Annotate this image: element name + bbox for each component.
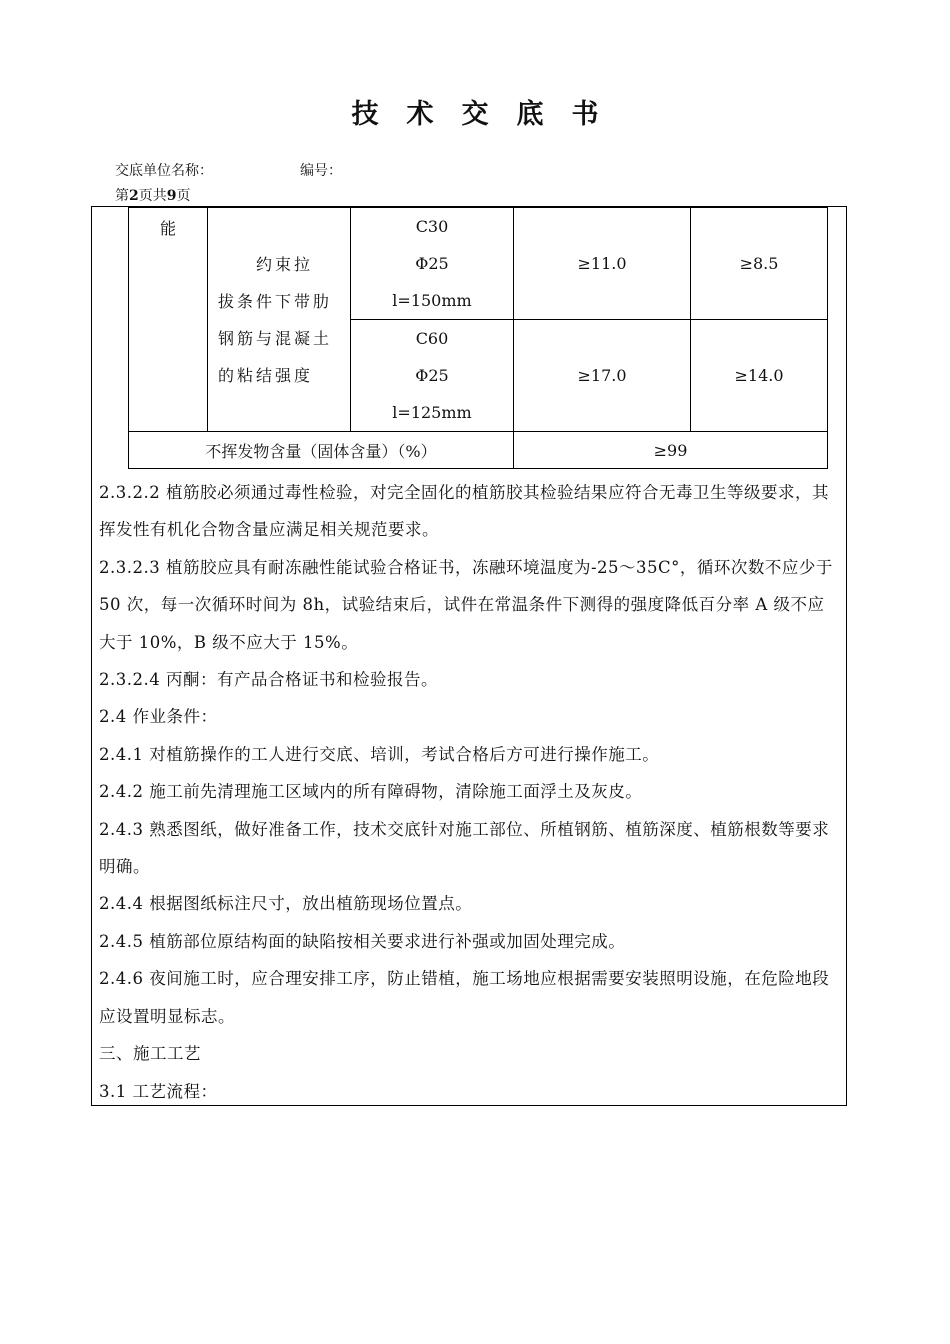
section-heading: 三、施工工艺	[99, 1044, 201, 1064]
diameter: Φ25	[415, 254, 449, 273]
table-left-cell: 能	[129, 208, 208, 432]
paragraph: 2.4.1 对植筋操作的工人进行交底、培训，考试合格后方可进行操作施工。	[99, 744, 660, 764]
page-title: 技术交底书	[351, 99, 627, 130]
page-indicator	[115, 185, 191, 205]
nonvolatile-label: 不挥发物含量（固体含量）（%）	[129, 432, 514, 469]
grade: C30	[415, 217, 449, 236]
length: l=125mm	[392, 403, 472, 422]
spec-cell-2	[351, 320, 514, 432]
number-label: 编号：	[300, 163, 342, 179]
paragraph: 2.4.4 根据图纸标注尺寸，放出植筋现场位置点。	[99, 894, 473, 914]
unit-label: 交底单位名称：	[115, 163, 213, 179]
grade: C60	[415, 329, 449, 348]
page-total: 9	[166, 188, 177, 204]
paragraph: 2.4.5 植筋部位原结构面的缺陷按相关要求进行补强或加固处理完成。	[99, 931, 626, 951]
value2-cell-1: ≥8.5	[691, 208, 828, 320]
length: l=150mm	[392, 291, 472, 310]
paragraph: 2.3.2.3 植筋胶应具有耐冻融性能试验合格证书，冻融环境温度为-25～35C°，循环次数不应少于 50 次，每一次循环时间为 8h，试验结束后，试件在常温条件下测得的强度降低百分率 A 级不应大于 10%，B 级不应大于 15%。	[99, 557, 833, 652]
page-prefix: 第	[115, 188, 129, 204]
table-row	[129, 208, 828, 320]
table-row	[129, 432, 828, 469]
nonvolatile-value: ≥99	[514, 432, 828, 469]
paragraph: 3.1 工艺流程：	[99, 1081, 218, 1101]
paragraph: 2.4.6 夜间施工时，应合理安排工序，防止错植，施工场地应根据需要安装照明设施，在危险地段应设置明显标志。	[99, 969, 830, 1026]
spec-cell-1	[351, 208, 514, 320]
page-current: 2	[129, 188, 139, 204]
value2-cell-2: ≥14.0	[691, 320, 828, 432]
body-text	[99, 474, 841, 1110]
paragraph: 2.4.3 熟悉图纸，做好准备工作，技术交底针对施工部位、所植钢筋、植筋深度、植筋根数等要求明确。	[99, 819, 830, 877]
desc-line1: 约束拉	[256, 254, 314, 274]
table-desc-cell	[208, 208, 351, 432]
value1-cell-2: ≥17.0	[514, 320, 691, 432]
paragraph: 2.3.2.2 植筋胶必须通过毒性检验，对完全固化的植筋胶其检验结果应符合无毒卫生等级要求，其挥发性有机化合物含量应满足相关规范要求。	[99, 483, 829, 540]
paragraph: 2.4.2 施工前先清理施工区域内的所有障碍物，清除施工面浮土及灰皮。	[99, 782, 643, 802]
page-suffix: 页	[176, 188, 191, 204]
spec-table	[128, 207, 828, 469]
page-mid: 页共	[138, 188, 167, 204]
diameter: Φ25	[415, 366, 449, 385]
paragraph: 2.3.2.4 丙酮：有产品合格证书和检验报告。	[99, 670, 438, 690]
value1-cell-1: ≥11.0	[514, 208, 691, 320]
paragraph: 2.4 作业条件：	[99, 707, 218, 727]
desc-rest: 拔条件下带肋钢筋与混凝土的粘结强度	[218, 291, 333, 385]
